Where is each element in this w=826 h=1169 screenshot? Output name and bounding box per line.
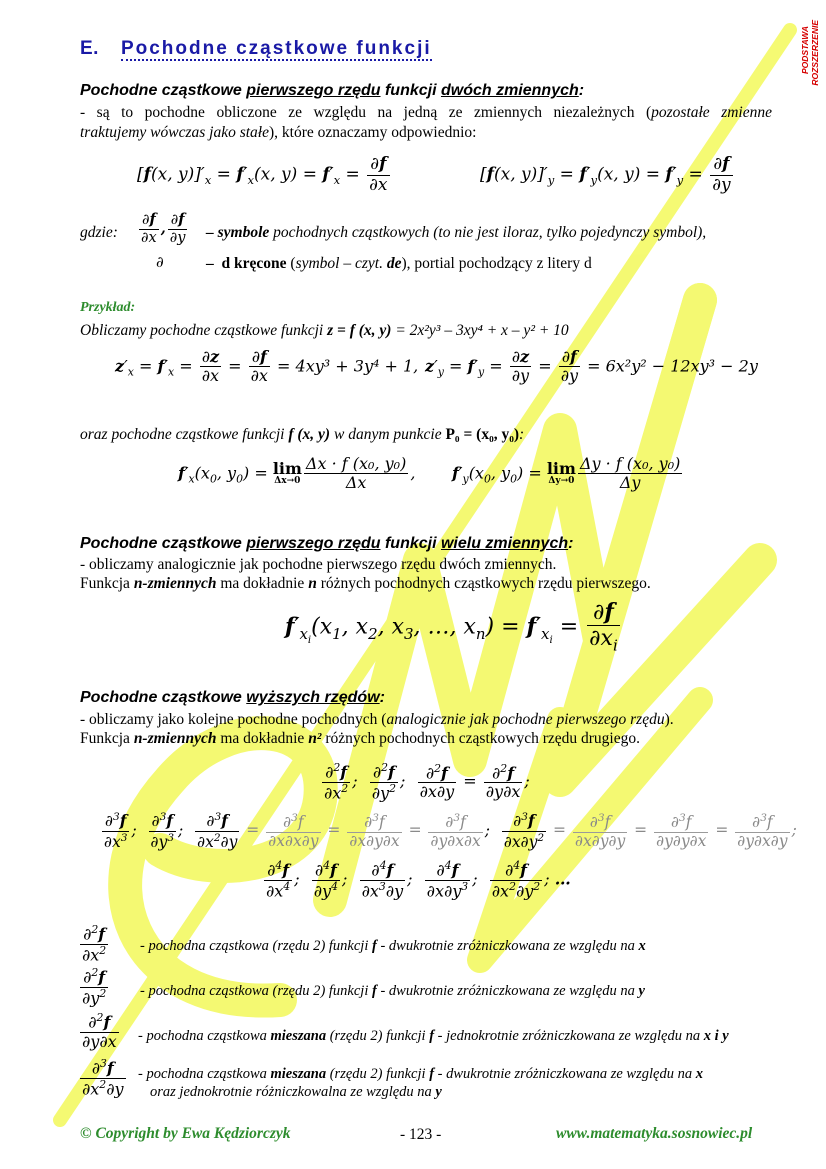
section-title-text: Pochodne cząstkowe funkcji xyxy=(120,38,432,59)
example-function: z = f (x, y) xyxy=(327,322,392,339)
def3-b: mieszana xyxy=(270,1066,327,1082)
partial-description xyxy=(206,255,592,273)
lim-y: lim xyxy=(546,458,576,478)
def0-c: ) funkcji xyxy=(320,938,372,954)
h2-part-b: pierwszego rzędu xyxy=(246,535,381,552)
h2-part-d: wielu zmiennych xyxy=(440,535,569,552)
lim-y-sub: Δy→0 xyxy=(548,475,575,486)
p3-b: analogicznie jak pochodne pierwszego rzędu xyxy=(386,711,665,728)
p2-b: n-zmiennych xyxy=(133,575,217,592)
def2-c: (rzędu 2) funkcji xyxy=(326,1028,430,1044)
section-title xyxy=(80,38,432,60)
higher-line-1 xyxy=(80,710,772,730)
point-text-e: : xyxy=(519,426,525,443)
level-tag-extended: ROZSZERZENIE xyxy=(810,20,820,86)
intro-line-1 xyxy=(80,103,772,123)
partial-dash: – xyxy=(206,255,214,272)
point-text-a: oraz pochodne cząstkowe funkcji xyxy=(80,426,289,443)
def0-f: x xyxy=(638,938,646,954)
def3-a: - pochodna cząstkowa xyxy=(138,1066,271,1082)
def-fxx xyxy=(140,938,646,955)
def1-b: rzędu 2 xyxy=(277,983,321,999)
p3-h: różnych pochodnych cząstkowych rzędu drugiego. xyxy=(321,730,640,747)
second-order-derivatives: $\frac{\partial^2f}{\partial x^2}$ ; $\frac{\partial^2f}{\partial y^2}$ ; $\frac{\partial^2f}{\partial x\partial y}$ = $\frac{\partial^2f}{\partial y\partial x}$ ; xyxy=(324,761,530,803)
point-text-b: f (x, y) xyxy=(288,426,331,443)
many-vars-line-1: - obliczamy analogicznie jak pochodne pierwszego rzędu dwóch zmiennych. xyxy=(80,556,557,573)
h1-part-a: Pochodne cząstkowe xyxy=(80,82,247,99)
lim-y-den: Δy xyxy=(619,473,641,493)
example-formula: = 2x²y³ – 3xy⁴ + x – y² + 10 xyxy=(391,322,569,339)
p3-e: n-zmiennych xyxy=(133,730,217,747)
limit-fy: $f'_y(x_0$, $y_0$) = lim Δy→0 $\frac{\text{Δy · f (x₀, y₀)}}{\Delta y}$ xyxy=(452,454,681,493)
h2-part-a: Pochodne cząstkowe xyxy=(80,535,247,552)
section-label: E. xyxy=(80,38,99,59)
higher-line-2 xyxy=(80,729,772,749)
h1-part-b: pierwszego rzędu xyxy=(246,82,381,99)
partial-text-b: symbol – czyt. xyxy=(295,255,383,272)
h3-part-c: : xyxy=(379,689,385,706)
def3-g: oraz jednokrotnie różniczkowalna ze względu na xyxy=(150,1084,436,1100)
p2-a: Funkcja xyxy=(80,575,134,592)
partial-text-d: ), portial pochodzący z litery d xyxy=(401,255,592,272)
h3-part-b: wyższych rzędów xyxy=(246,689,380,706)
p1-a: - są to pochodne obliczone ze względu na jedną ze zmiennych niezależnych ( xyxy=(80,104,652,121)
intro-line-2 xyxy=(80,123,772,143)
p2-e: różnych pochodnych cząstkowych rzędu pierwszego. xyxy=(316,575,651,592)
footer-page-number: - 123 - xyxy=(400,1126,442,1143)
example-label: Przykład: xyxy=(80,300,136,315)
h2-part-c: funkcji xyxy=(380,535,441,552)
point-statement xyxy=(80,426,524,444)
h1-part-d: dwóch zmiennych xyxy=(440,82,579,99)
symbol-fractions: $\frac{\partial f}{\partial x}$ , $\frac{\partial f}{\partial y}$ xyxy=(141,211,186,246)
p1-c: traktujemy wówczas jako stałe xyxy=(80,124,269,141)
example-statement xyxy=(80,322,569,340)
def-fyx xyxy=(138,1028,729,1045)
def1-e: - dwukrotnie zróżniczkowana ze względu na xyxy=(376,983,639,999)
def-symbol-fyy: $\frac{\partial^2f}{\partial y^2}$ xyxy=(82,966,107,1008)
point-text-d: P₀ = (x₀, y₀) xyxy=(445,426,520,443)
p1-b: pozostałe zmienne xyxy=(651,104,772,121)
p1-d: ), które oznaczamy odpowiednio: xyxy=(269,124,477,141)
h2-part-e: : xyxy=(568,535,574,552)
partial-text-a: ( xyxy=(286,255,296,272)
formula-fx-notation: [f(x, $y)]'_x = f'_x(x$, $y) = f'_x$ = $\frac{\partial f}{\partial x}$ xyxy=(137,154,388,195)
def2-f: x i y xyxy=(703,1028,729,1044)
def-symbol-fxxy: $\frac{\partial^3f}{\partial x^2\partial y}$ xyxy=(82,1057,124,1099)
def3-d: f xyxy=(429,1066,435,1082)
example-text: Obliczamy pochodne cząstkowe funkcji xyxy=(80,322,328,339)
formula-fy-notation: [f(x, $y)]'_y = f'_y(x$, $y) = f'_y$ = $\frac{\partial f}{\partial y}$ xyxy=(480,154,731,195)
def2-d: f xyxy=(429,1028,435,1044)
def1-d: f xyxy=(371,983,377,999)
def2-a: - pochodna cząstkowa xyxy=(138,1028,271,1044)
point-text-c: w danym punkcie xyxy=(330,426,446,443)
footer-url[interactable]: www.matematyka.sosnowiec.pl xyxy=(556,1125,753,1142)
fourth-order-derivatives: $\frac{\partial^4f}{\partial x^4}$ ; $\frac{\partial^4f}{\partial y^4}$ ; $\frac{\partial^4f}{\partial x^3\partial y}$ ; $\frac{\partial^4f}{\partial x\partial y^3}$ ; $\frac{\partial^4f}{\partial x^2\partial y^2}$ ; … xyxy=(266,859,571,901)
def0-b: rzędu 2 xyxy=(277,938,321,954)
def-symbol-fyx: $\frac{\partial^2f}{\partial y\partial x}$ xyxy=(82,1011,117,1051)
partial-symbol: ∂ xyxy=(156,253,164,271)
def3-f: x xyxy=(695,1066,703,1082)
def-fxxy-line2 xyxy=(150,1084,442,1101)
p3-c: ). xyxy=(664,711,674,728)
heading-first-order-two-vars xyxy=(80,82,584,100)
def0-d: f xyxy=(371,938,377,954)
def-symbol-fxx: $\frac{\partial^2f}{\partial x^2}$ xyxy=(82,923,107,965)
partial-bold: d kręcone xyxy=(221,255,287,272)
def3-c: (rzędu 2) funkcji xyxy=(326,1066,430,1082)
def1-a: - pochodna cząstkowa ( xyxy=(140,983,278,999)
symbols-description xyxy=(206,224,706,242)
symbols-bold: – symbole xyxy=(206,224,270,241)
def3-h: y xyxy=(435,1084,442,1100)
def2-e: - jednokrotnie zróżniczkowana ze względu na xyxy=(434,1028,704,1044)
p3-g: n² xyxy=(308,730,322,747)
example-zy-result: $z'_y = f'_y$ = $\frac{\partial z}{\partial y}$ = $\frac{\partial f}{\partial y}$ = 6x²y² − 12xy³ − 2y xyxy=(425,347,758,386)
p3-a: - obliczamy jako kolejne pochodne pochodnych ( xyxy=(80,711,387,728)
def0-a: - pochodna cząstkowa ( xyxy=(140,938,278,954)
lim-y-num: Δy · f (x₀, y₀) xyxy=(579,454,681,473)
zy-rhs: = 6x²y² − 12xy³ − 2y xyxy=(587,356,758,376)
partial-text-c: de xyxy=(386,255,402,272)
p2-c: ma dokładnie xyxy=(216,575,309,592)
def-fyy xyxy=(140,983,645,1000)
many-vars-line-2 xyxy=(80,574,772,594)
lim-x-sub: Δx→0 xyxy=(274,475,301,486)
def2-b: mieszana xyxy=(270,1028,327,1044)
example-zx-result: $z'_x = f'_x$ = $\frac{\partial z}{\partial x}$ = $\frac{\partial f}{\partial x}$ = 4xy³ + 3y⁴ + 1, xyxy=(115,347,419,386)
level-tag-basic: PODSTAWA xyxy=(800,26,810,75)
def-fxxy xyxy=(138,1066,703,1083)
gdzie-label: gdzie: xyxy=(80,224,118,241)
heading-first-order-many-vars xyxy=(80,535,573,553)
footer-copyright: © Copyright by Ewa Kędziorczyk xyxy=(80,1125,291,1142)
lim-x: lim xyxy=(272,458,302,478)
def1-c: ) funkcji xyxy=(320,983,372,999)
formula-fxi: $f'_{x_i}(x_1$, $x_2$, $x_3$, …, $x_n) = f'_{x_i}$ = $\frac{\partial f}{\partial x_i}$ xyxy=(285,599,618,655)
h1-part-e: : xyxy=(578,82,585,99)
zx-rhs: = 4xy³ + 3y⁴ + 1, xyxy=(277,356,419,376)
p2-d: n xyxy=(308,575,317,592)
symbols-text: pochodnych cząstkowych (to nie jest iloraz, tylko pojedynczy symbol), xyxy=(269,224,707,241)
def0-e: - dwukrotnie zróżniczkowana ze względu na xyxy=(376,938,639,954)
lim-x-den: Δx xyxy=(345,473,367,493)
heading-higher-order xyxy=(80,689,385,707)
lim-x-num: Δx · f (x₀, y₀) xyxy=(305,454,407,473)
limit-fx: $f'_x(x_0$, $y_0$) = lim Δx→0 $\frac{\text{Δx · f (x₀, y₀)}}{\Delta x}$ , xyxy=(178,454,416,493)
def3-e: - dwukrotnie zróżniczkowana ze względu na xyxy=(434,1066,696,1082)
third-order-derivatives: $\frac{\partial^3f}{\partial x^3}$ ; $\frac{\partial^3f}{\partial y^3}$ ; $\frac{\partial^3f}{\partial x^2\partial y}$ = $\frac{\partial^3f}{\partial x\partial x\partial y}$ = $\frac{\partial^3f}{\partial x\partial y\partial x}$ = $\frac{\partial^3f}{\partial y\partial x\partial x}$ ; $\frac{\partial^3f}{\partial x\partial y^2}$ = $\frac{\partial^3f}{\partial x\partial y\partial y}$ = $\frac{\partial^3f}{\partial y\partial y\partial x}$ = $\frac{\partial^3f}{\partial y\partial x\partial y}$ ; xyxy=(104,811,797,852)
def1-f: y xyxy=(638,983,645,999)
p3-d: Funkcja xyxy=(80,730,134,747)
h3-part-a: Pochodne cząstkowe xyxy=(80,689,247,706)
h1-part-c: funkcji xyxy=(380,82,441,99)
p3-f: ma dokładnie xyxy=(216,730,309,747)
level-tag xyxy=(798,20,824,86)
